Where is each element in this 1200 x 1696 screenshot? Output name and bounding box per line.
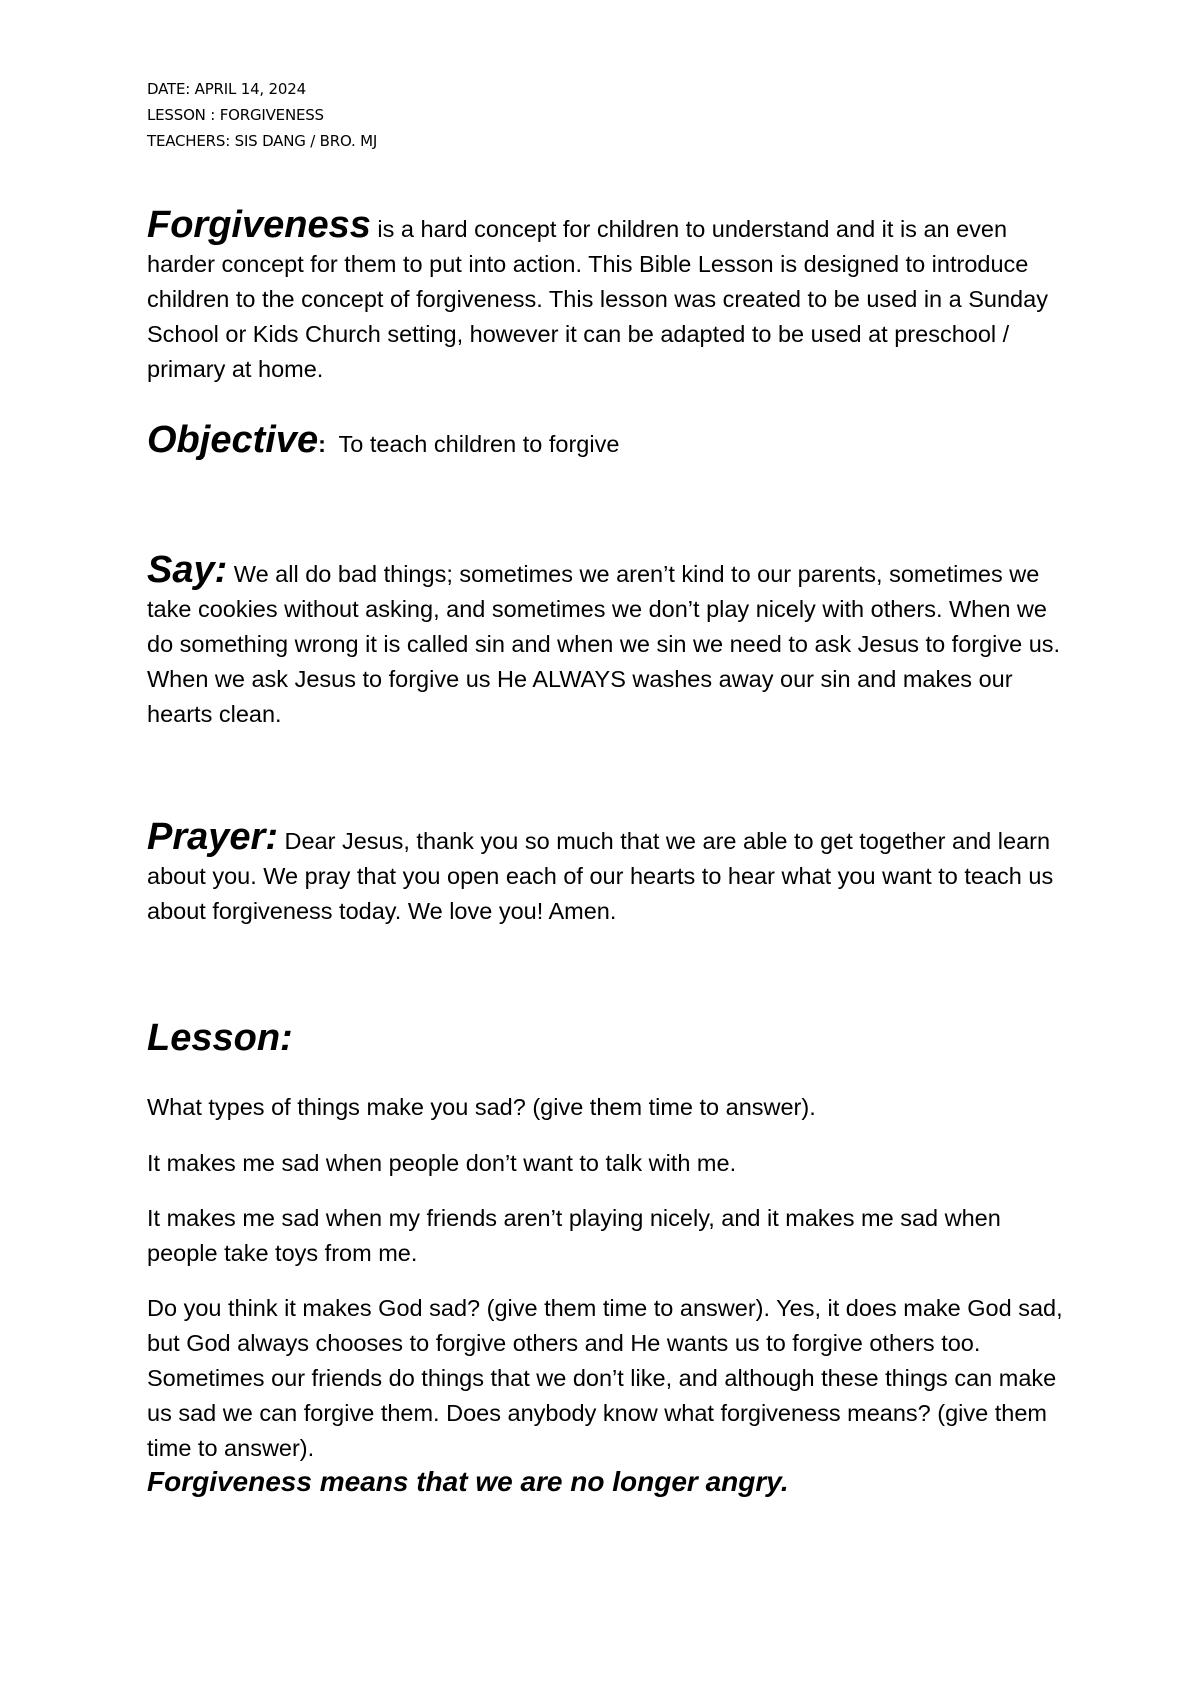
prayer-label: Prayer:	[147, 816, 278, 858]
say-text: We all do bad things; sometimes we aren’t kind to our parents, sometimes we take cookies without asking, and sometimes we don’t play nicely with others. When we do something wrong it is called sin and when we sin we need to ask Jesus to forgive us. When we ask Jesus to forgive us He ALWAYS washes away our sin and makes our hearts clean.	[147, 561, 1061, 727]
objective-paragraph	[147, 419, 1072, 462]
teachers-line: TEACHERS: SIS DANG / BRO. MJ	[147, 132, 378, 150]
prayer-text: Dear Jesus, thank you so much that we are able to get together and learn about you. We pray that you open each of our hearts to hear what you want to teach us about forgiveness today. We love you! Amen.	[147, 828, 1054, 924]
intro-text: is a hard concept for children to understand and it is an even harder concept for them to put into action. This Bible Lesson is designed to introduce children to the concept of forgiveness. This lesson was created to be used in a Sunday School or Kids Church setting, however it can be adapted to be used at preschool / primary at home.	[147, 216, 1048, 382]
intro-paragraph	[147, 204, 1072, 387]
date-line: DATE: APRIL 14, 2024	[147, 80, 306, 98]
intro-lead: Forgiveness	[147, 204, 371, 246]
say-paragraph	[147, 549, 1072, 732]
closing-statement: Forgiveness means that we are no longer angry.	[147, 1466, 789, 1497]
lesson-paragraph-1: What types of things make you sad? (give them time to answer).	[147, 1094, 816, 1120]
lesson-paragraph-4: Do you think it makes God sad? (give them time to answer). Yes, it does make God sad, but God always chooses to forgive others and He wants us to forgive others too. Sometimes our friends do things that we don’t like, and although these things can make us sad we can forgive them. Does anybody know what forgiveness means? (give them time to answer).	[147, 1295, 1063, 1461]
objective-colon: :	[318, 431, 326, 457]
lesson-paragraph-3: It makes me sad when my friends aren’t playing nicely, and it makes me sad when people take toys from me.	[147, 1205, 1001, 1266]
prayer-paragraph	[147, 816, 1072, 929]
lesson-paragraph-2: It makes me sad when people don’t want to talk with me.	[147, 1150, 737, 1176]
say-label: Say:	[147, 549, 228, 591]
lesson-heading: Lesson:	[147, 1017, 293, 1059]
objective-label: Objective	[147, 419, 319, 461]
document-header	[147, 76, 377, 154]
objective-text: To teach children to forgive	[325, 431, 620, 457]
lesson-line: LESSON : FORGIVENESS	[147, 106, 324, 124]
